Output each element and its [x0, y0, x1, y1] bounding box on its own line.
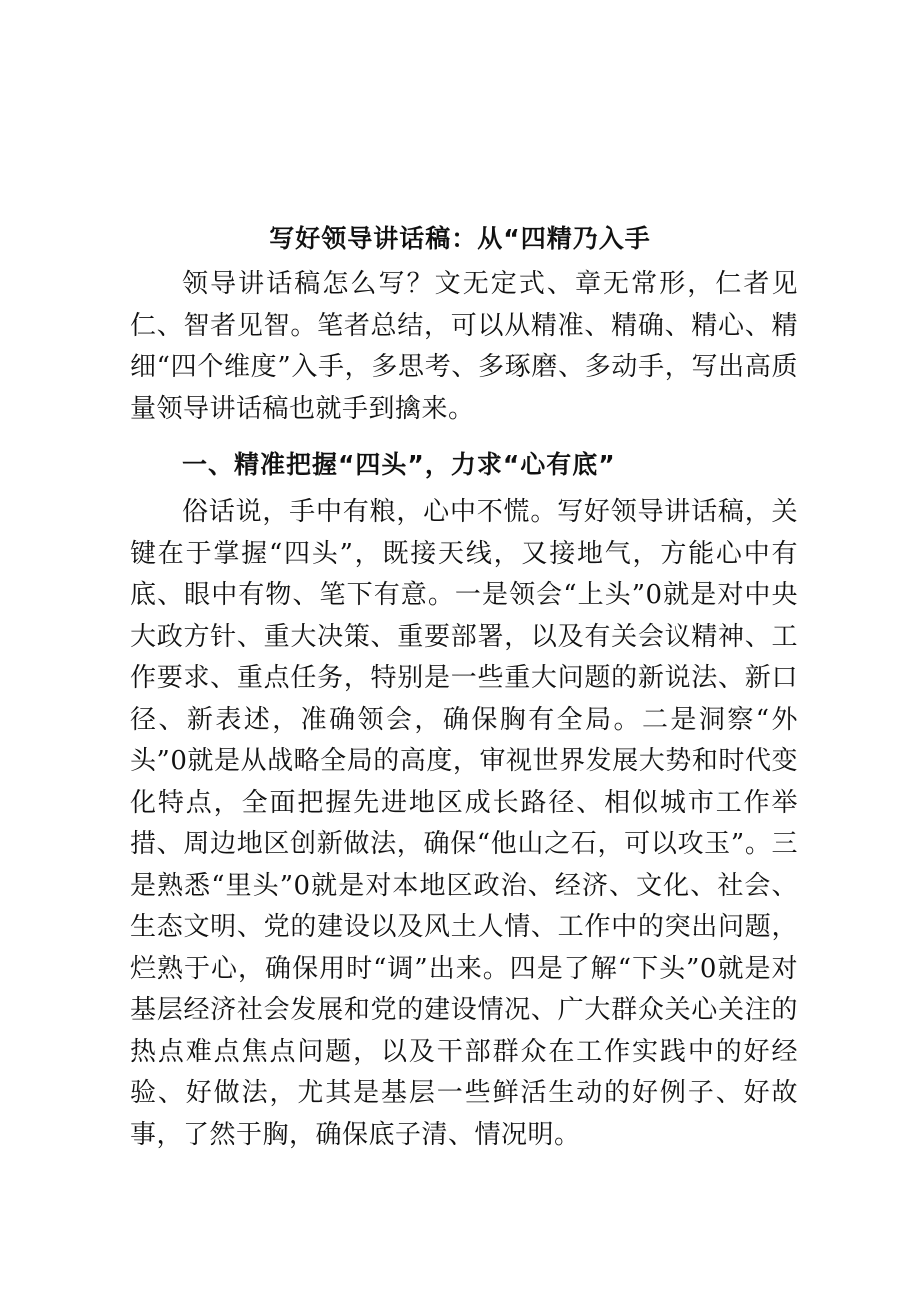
intro-paragraph: 领导讲话稿怎么写？文无定式、章无常形，仁者见仁、智者见智。笔者总结，可以从精准、精确、精心、精细“四个维度”入手，多思考、多琢磨、多动手，写出高质量领导讲话稿也就手到擒来。 — [130, 269, 798, 424]
section-paragraph: 俗话说，手中有粮，心中不慌。写好领导讲话稿，关键在于掌握“四头”，既接天线，又接地气，方能心中有底、眼中有物、笔下有意。一是领会“上头”0就是对中央大政方针、重大决策、重要部署，以及有关会议精神、工作要求、重点任务，特别是一些重大问题的新说法、新口径、新表述，准确领会，确保胸有全局。二是洞察“外头”0就是从战略全局的高度，审视世界发展大势和时代变化特点，全面把握先进地区成长路径、相似城市工作举措、周边地区创新做法，确保“他山之石，可以攻玉”。三是熟悉“里头”0就是对本地区政治、经济、文化、社会、生态文明、党的建设以及风土人情、工作中的突出问题，烂熟于心，确保用时“调”出来。四是了解“下头”0就是对基层经济社会发展和党的建设情况、广大群众关心关注的热点难点焦点问题，以及干部群众在工作实践中的好经验、好做法，尤其是基层一些鲜活生动的好例子、好故事，了然于胸，确保底子清、情况明。 — [130, 497, 798, 1150]
document-title: 写好领导讲话稿：从“四精乃入手 — [269, 224, 651, 253]
section-heading: 一、精准把握“四头”，力求“心有底” — [182, 450, 616, 479]
